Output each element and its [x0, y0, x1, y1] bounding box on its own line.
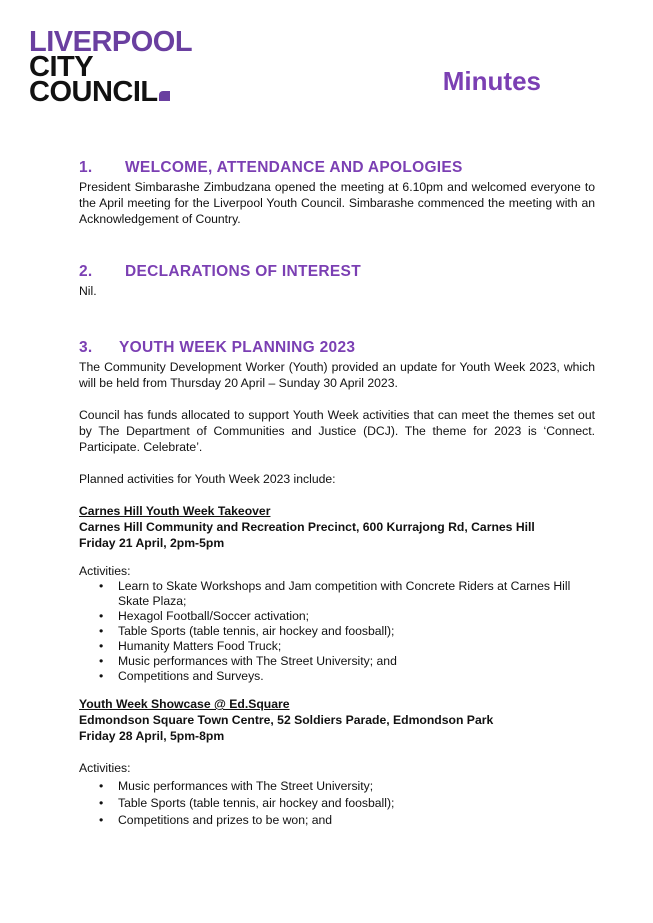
activities-label: Activities:: [79, 564, 131, 578]
event-date: Friday 28 April, 5pm-8pm: [79, 729, 225, 743]
list-item: • Humanity Matters Food Truck;: [99, 639, 282, 653]
event-title: Carnes Hill Youth Week Takeover: [79, 504, 271, 518]
document-title: Minutes: [442, 66, 541, 96]
section-number: 3.: [79, 339, 93, 356]
section-title: WELCOME, ATTENDANCE AND APOLOGIES: [125, 159, 463, 176]
event-title: Youth Week Showcase @ Ed.Square: [79, 697, 290, 711]
section-number: 2.: [79, 263, 93, 280]
paragraph: The Community Development Worker (Youth) provided an update for Youth Week 2023, which will be held from Thursday 20 April – Sunday 30 April 2023.: [79, 360, 595, 390]
list-item: • Music performances with The Street University;: [99, 779, 374, 793]
section-number: 1.: [79, 159, 93, 176]
logo-line-3: COUNCIL: [29, 80, 192, 105]
event-carnes-hill: [79, 503, 595, 684]
paragraph: Nil.: [79, 284, 97, 298]
logo-line-2: CITY: [29, 51, 94, 83]
list-item: • Table Sports (table tennis, air hockey and foosball);: [99, 624, 395, 638]
list-item: • Competitions and Surveys.: [99, 669, 264, 683]
paragraph: Council has funds allocated to support Youth Week activities that can meet the themes set out by The Department of Communities and Justice (DCJ). The theme for 2023 is ‘Connect. Participate. Celebrate’.: [79, 408, 595, 454]
list-item: • Music performances with The Street University; and: [99, 654, 397, 668]
section-title: DECLARATIONS OF INTEREST: [125, 263, 361, 280]
activities-list: [79, 778, 595, 829]
council-logo: [29, 26, 193, 108]
paragraph: President Simbarashe Zimbudzana opened the meeting at 6.10pm and welcomed everyone to the April meeting for the Liverpool Youth Council. Simbarashe commenced the meeting with an Acknowledgement of Country.: [79, 180, 595, 226]
section-heading: [79, 262, 595, 281]
section-heading: [79, 158, 595, 177]
list-item: • Competitions and prizes to be won; and: [99, 813, 333, 827]
list-item: • Learn to Skate Workshops and Jam competition with Concrete Riders at Carnes Hill Skate Plaza;: [99, 579, 571, 608]
event-ed-square: [79, 696, 595, 829]
event-venue: Edmondson Square Town Centre, 52 Soldiers Parade, Edmondson Park: [79, 713, 494, 727]
list-item: • Table Sports (table tennis, air hockey and foosball);: [99, 796, 395, 810]
section-heading: [79, 338, 595, 357]
event-date: Friday 21 April, 2pm-5pm: [79, 536, 225, 550]
paragraph: Planned activities for Youth Week 2023 include:: [79, 472, 336, 486]
activities-list: [79, 579, 595, 684]
section-declarations: [79, 262, 595, 299]
list-item: • Hexagol Football/Soccer activation;: [99, 609, 310, 623]
section-welcome: [79, 158, 595, 227]
logo-mark-icon: [159, 91, 170, 101]
logo-line-1: LIVERPOOL: [29, 26, 193, 58]
activities-label: Activities:: [79, 761, 131, 775]
section-youth-week: [79, 338, 595, 829]
event-venue: Carnes Hill Community and Recreation Precinct, 600 Kurrajong Rd, Carnes Hill: [79, 520, 535, 534]
section-title: YOUTH WEEK PLANNING 2023: [119, 339, 356, 356]
